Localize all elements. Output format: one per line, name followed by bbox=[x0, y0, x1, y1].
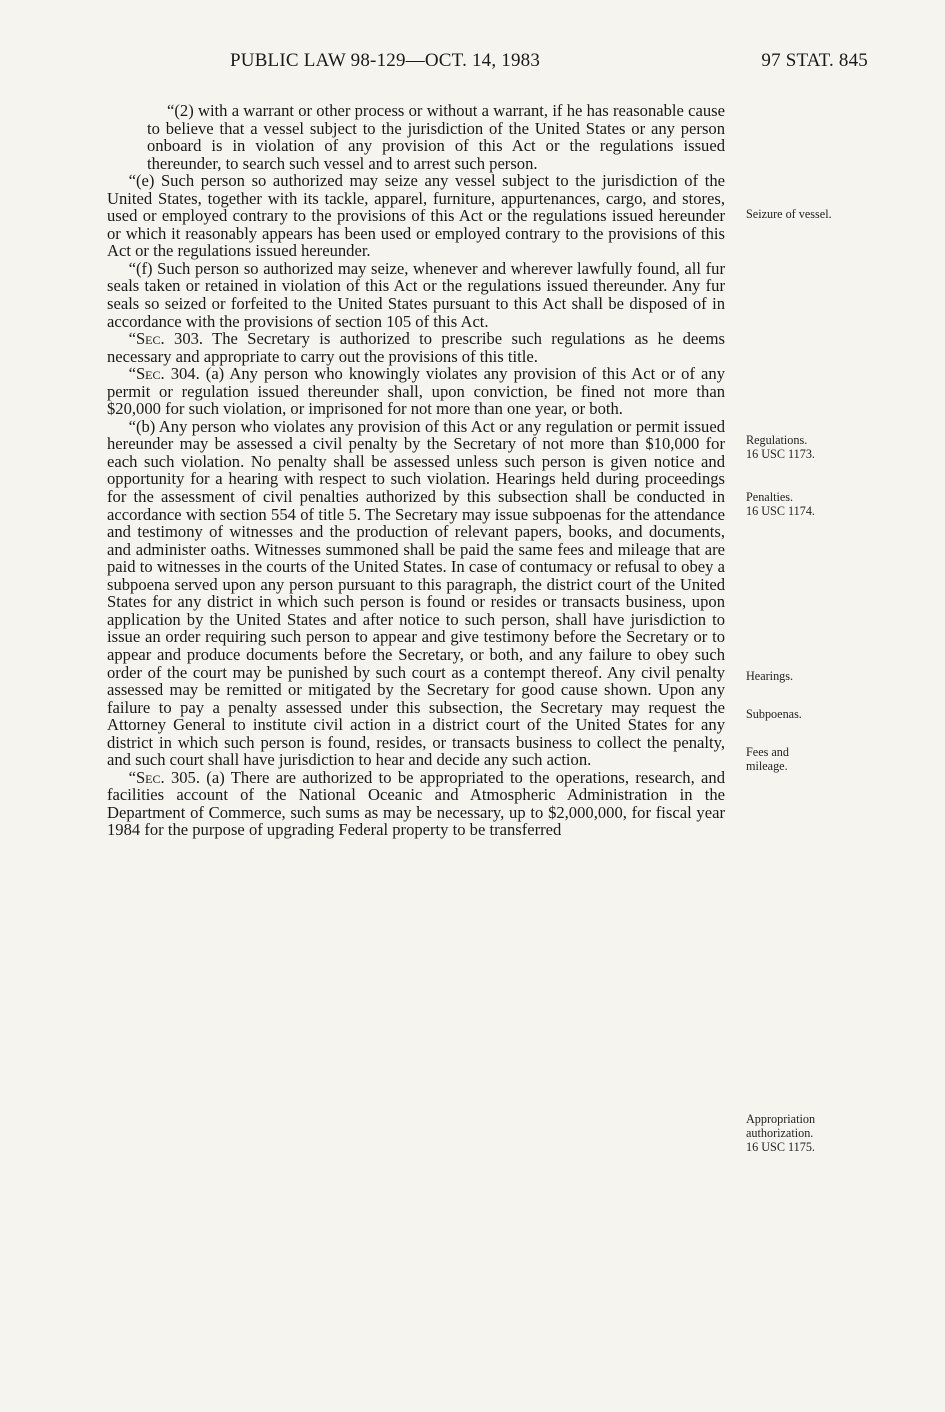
section-303-text: 303. The Secretary is authorized to prescribe such regulations as he deems necessary and appropriate to carry out the provisions of this title. bbox=[107, 329, 725, 366]
margin-note-fees-label: Fees and bbox=[746, 745, 789, 759]
header-title: PUBLIC LAW 98-129—OCT. 14, 1983 bbox=[230, 50, 541, 71]
section-304a bbox=[107, 365, 725, 418]
margin-note-appropriation-label: Appropriation bbox=[746, 1112, 816, 1126]
margin-note-regulations-label: Regulations. bbox=[746, 433, 808, 447]
section-304-label: “Sec. bbox=[128, 364, 165, 384]
page-header bbox=[230, 50, 868, 84]
margin-note-subpoenas: Subpoenas. bbox=[746, 707, 802, 721]
margin-note-mileage-label: mileage. bbox=[746, 759, 788, 773]
section-303 bbox=[107, 330, 725, 365]
margin-note-fees bbox=[746, 745, 876, 773]
header-stat-page: 97 STAT. 845 bbox=[761, 50, 868, 71]
section-305a bbox=[107, 769, 725, 839]
margin-note-penalties bbox=[746, 490, 876, 518]
margin-note-seizure: Seizure of vessel. bbox=[746, 207, 832, 221]
margin-note-appropriation-usc: 16 USC 1175. bbox=[746, 1140, 815, 1154]
margin-note-penalties-label: Penalties. bbox=[746, 490, 794, 504]
paragraph-e: “(e) Such person so authorized may seize any vessel subject to the jurisdiction of the United States, together with its tackle, apparel, furniture, appurtenances, cargo, and stores, used or employed contrary to the provisions of this Act or the regulations issued hereunder or which it reasonably appears has been used or employed contrary to the provisions of this Act or the regulations issued hereunder. bbox=[107, 171, 725, 261]
statute-text bbox=[107, 102, 725, 839]
section-304a-text: 304. (a) Any person who knowingly violates any provision of this Act or of any permit or regulation issued thereunder shall, upon conviction, be fined not more than $20,000 for such violation, or imprisoned for not more than one year, or both. bbox=[107, 364, 725, 419]
margin-note-hearings: Hearings. bbox=[746, 669, 794, 683]
paragraph-f: “(f) Such person so authorized may seize, whenever and wherever lawfully found, all fur seals taken or retained in violation of this Act or the regulations issued thereunder. Any fur seals so seized or forfeited to the United States pursuant to this Act shall be disposed of in accordance with the provisions of section 105 of this Act. bbox=[107, 258, 725, 331]
paragraph-d2: “(2) with a warrant or other process or without a warrant, if he has reasonable cause to believe that a vessel subject to the jurisdiction of the United States or any person onboard is in violation of any provision of this Act or the regulations issued thereunder, to search such vessel and to arrest such person. bbox=[147, 101, 725, 173]
section-305-label: “Sec. bbox=[128, 767, 165, 787]
margin-note-authorization-label: authorization. bbox=[746, 1126, 814, 1140]
margin-note-penalties-usc: 16 USC 1174. bbox=[746, 504, 815, 518]
section-305a-text: 305. (a) There are authorized to be appropriated to the operations, research, and facilities account of the National Oceanic and Atmospheric Administration in the Department of Commerce, such sums as may be necessary, up to $2,000,000, for fiscal year 1984 for the purpose of upgrading Federal property to be transferred bbox=[107, 767, 725, 840]
section-304b: “(b) Any person who violates any provision of this Act or any regulation or permit issued hereunder may be assessed a civil penalty by the Secretary of not more than $10,000 for each such violation. No penalty shall be assessed unless such person is given notice and opportunity for a hearing with respect to such violation. Hearings held during proceedings for the assessment of civil penalties authorized by this subsection shall be conducted in accordance with section 554 of title 5. The Secretary may issue subpoenas for the attendance and testimony of witnesses and the production of relevant papers, books, and documents, and administer oaths. Witnesses summoned shall be paid the same fees and mileage that are paid to witnesses in the courts of the United States. In case of contumacy or refusal to obey a subpoena served upon any person pursuant to this paragraph, the district court of the United States for any district in which such person is found or resides or transacts business, upon application by the United States and after notice to such person, shall have jurisdiction to issue an order requiring such person to appear and give testimony before the Secretary or to appear and produce documents before the Secretary, or both, and any failure to obey such order of the court may be punished by such court as a contempt thereof. Any civil penalty assessed may be remitted or mitigated by the Secretary for good cause shown. Upon any failure to pay a penalty assessed under this subsection, the Secretary may request the Attorney General to institute civil action in a district court of the United States for any district in which such person is found, resides, or transacts business to collect the penalty, and such court shall have jurisdiction to hear and decide any such action. bbox=[107, 416, 725, 770]
margin-note-regulations bbox=[746, 433, 876, 461]
section-303-label: “Sec. bbox=[128, 329, 165, 349]
margin-note-regulations-usc: 16 USC 1173. bbox=[746, 447, 815, 461]
margin-note-appropriation bbox=[746, 1112, 876, 1154]
